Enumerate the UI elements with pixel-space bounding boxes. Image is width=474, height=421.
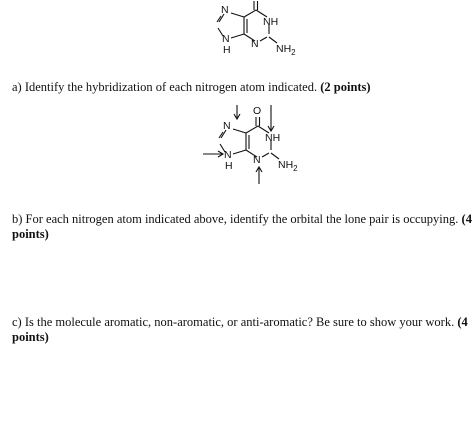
atom-n9: N [224, 149, 232, 161]
question-c-text: c) Is the molecule aromatic, non-aromatic, or anti-aromatic? Be sure to show your work. [12, 315, 455, 329]
arrow-n9 [203, 151, 223, 157]
question-b [12, 212, 472, 242]
atom-n3: N [251, 38, 259, 50]
question-b-points-line1: (4 [461, 212, 472, 226]
arrow-n7 [234, 105, 240, 119]
atom-n9: N [222, 33, 230, 45]
question-b-text: b) For each nitrogen atom indicated above, identify the orbital the lone pair is occupying. [12, 212, 459, 226]
atom-n3: N [253, 154, 261, 166]
question-c-points-line1: (4 [457, 315, 468, 329]
guanine-diagram [200, 0, 310, 70]
atom-n7: N [221, 4, 229, 16]
question-c [12, 315, 468, 345]
question-b-points-line2: points) [12, 227, 49, 241]
arrow-n1 [268, 105, 274, 131]
atom-o6 [251, 0, 259, 1]
atom-nh2: $NH_2$ [278, 159, 298, 173]
question-a-points: (2 points) [320, 80, 371, 94]
atom-h9: H [223, 44, 231, 56]
arrow-n3 [256, 167, 262, 184]
question-a-text: a) Identify the hybridization of each nitrogen atom indicated. [12, 80, 318, 94]
atom-n1: NH [263, 16, 279, 28]
atom-h9: H [225, 160, 233, 172]
guanine-structure-top [200, 0, 310, 70]
atom-nh2: $NH_2$ [276, 43, 296, 57]
guanine-structure-arrows [200, 104, 320, 186]
question-a [12, 80, 371, 95]
atom-n1: NH [265, 132, 281, 144]
atom-o6: O [253, 105, 262, 117]
question-c-points-line2: points) [12, 330, 49, 344]
atom-n7: N [223, 120, 231, 132]
guanine-diagram-annotated [200, 104, 320, 186]
